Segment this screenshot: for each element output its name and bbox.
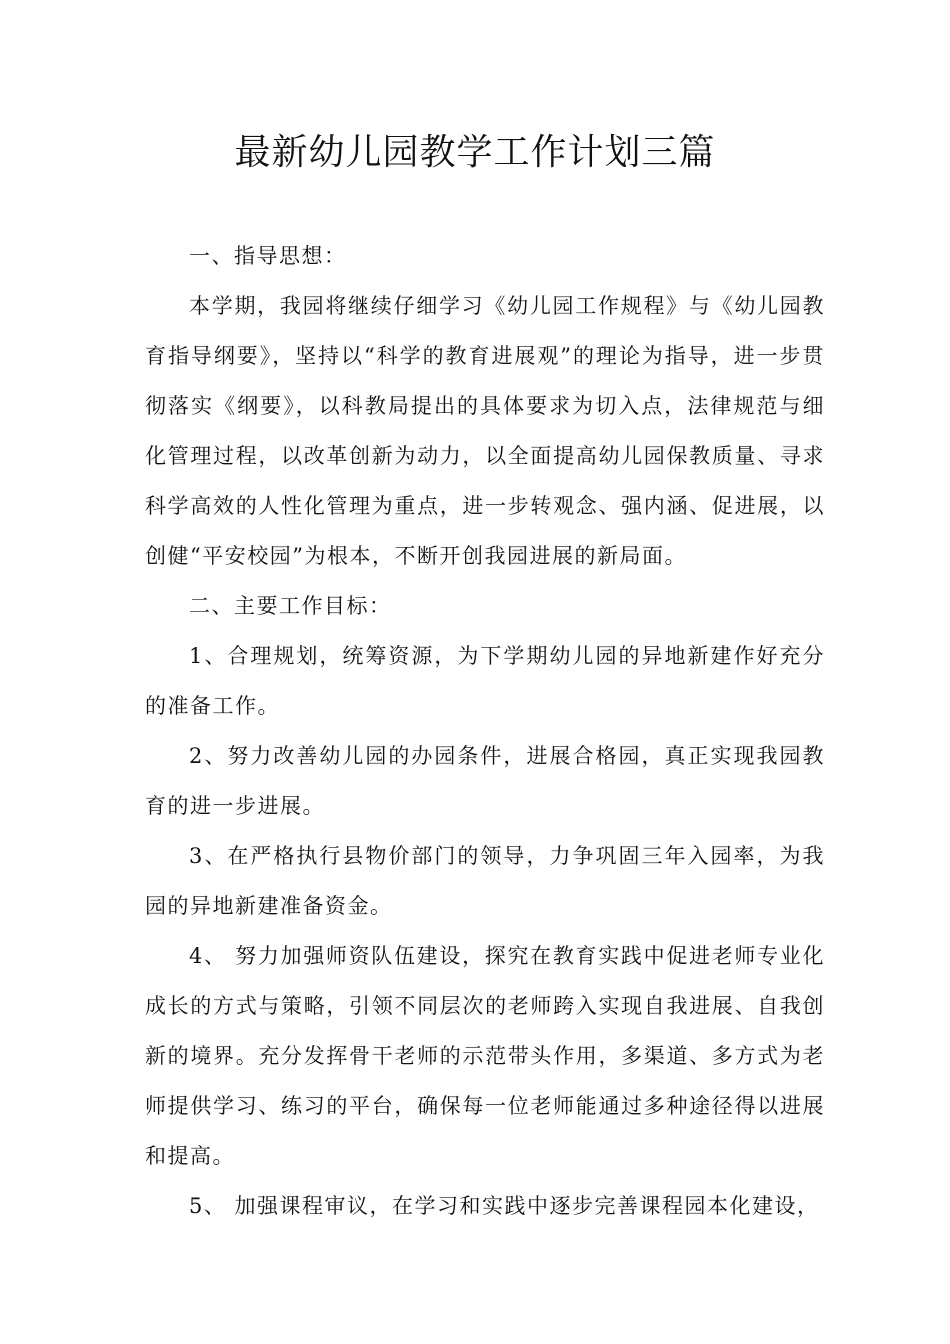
paragraph-guiding-ideology: 本学期，我园将继续仔细学习《幼儿园工作规程》与《幼儿园教育指导纲要》，坚持以“科学的教育进展观”的理论为指导，进一步贯彻落实《纲要》，以科教局提出的具体要求为切入点，法律规范与细化管理过程，以改革创新为动力，以全面提高幼儿园保教质量、寻求科学高效的人性化管理为重点，进一步转观念、强内涵、促进展，以创健“平安校园”为根本，不断开创我园进展的新局面。 — [145, 294, 825, 568]
heading-main-goals: 二、主要工作目标： — [189, 594, 392, 618]
goal-item-4: 4、 努力加强师资队伍建设，探究在教育实践中促进老师专业化成长的方式与策略，引领不同层次的老师跨入实现自我进展、自我创新的境界。充分发挥骨干老师的示范带头作用，多渠道、多方式为老师提供学习、练习的平台，确保每一位老师能通过多种途径得以进展和提高。 — [145, 944, 825, 1168]
document-body — [145, 231, 825, 1231]
document-title: 最新幼儿园教学工作计划三篇 — [234, 132, 716, 173]
goal-item-2: 2、努力改善幼儿园的办园条件，进展合格园，真正实现我园教育的进一步进展。 — [145, 744, 825, 818]
goal-item-5: 5、 加强课程审议，在学习和实践中逐步完善课程园本化建设， — [189, 1194, 820, 1218]
goal-item-1: 1、合理规划，统筹资源，为下学期幼儿园的异地新建作好充分的准备工作。 — [145, 644, 825, 718]
heading-guiding-ideology: 一、指导思想： — [189, 244, 347, 268]
goal-item-3: 3、在严格执行县物价部门的领导，力争巩固三年入园率，为我园的异地新建准备资金。 — [145, 844, 825, 918]
